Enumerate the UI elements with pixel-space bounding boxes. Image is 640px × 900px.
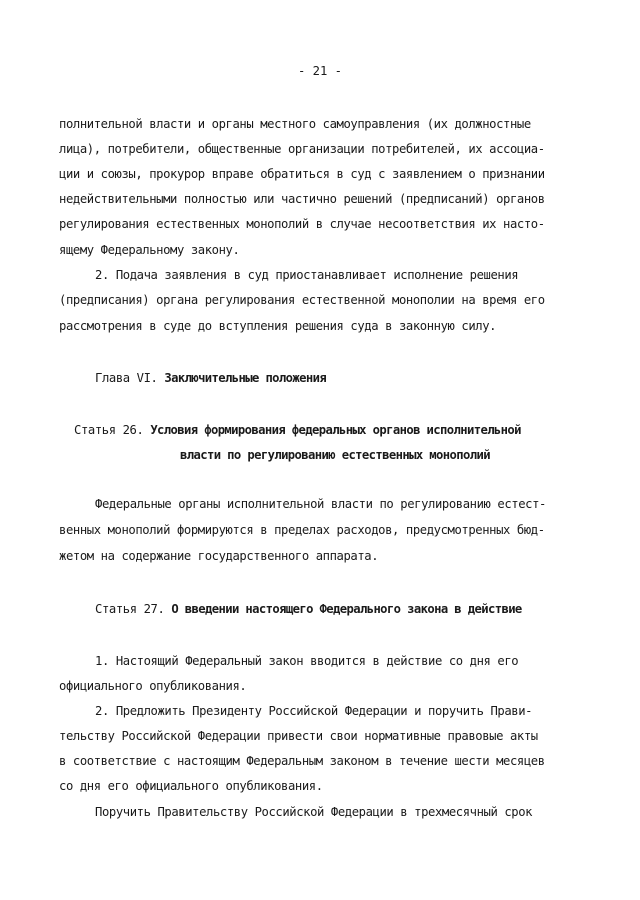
- article-27-title: О введении настоящего Федерального закона в действие: [171, 602, 522, 616]
- text-line: 2. Предложить Президенту Российской Федерации и поручить Прави-: [95, 704, 533, 718]
- text-line: рассмотрения в суде до вступления решения суда в законную силу.: [59, 319, 497, 333]
- chapter-prefix: Глава VI.: [95, 371, 158, 385]
- text-line: жетом на содержание государственного аппарата.: [59, 549, 379, 563]
- text-line: 2. Подача заявления в суд приостанавливает исполнение решения: [95, 268, 519, 282]
- article-27-prefix: Статья 27.: [95, 602, 165, 616]
- article-26-title-line1: Условия формирования федеральных органов исполнительной: [150, 423, 521, 437]
- text-line: официального опубликования.: [59, 679, 247, 693]
- text-line: со дня его официального опубликования.: [59, 779, 323, 793]
- article-26-title-line2: власти по регулированию естественных монополий: [180, 448, 490, 462]
- text-line: Поручить Правительству Российской Федерации в трехмесячный срок: [95, 805, 533, 819]
- chapter-title: Заключительные положения: [164, 371, 327, 385]
- text-line: ции и союзы, прокурор вправе обратиться в суд с заявлением о признании: [59, 167, 545, 181]
- text-line: венных монополий формируются в пределах расходов, предусмотренных бюд-: [59, 523, 545, 537]
- text-line: 1. Настоящий Федеральный закон вводится в действие со дня его: [95, 654, 519, 668]
- text-line: лица), потребители, общественные организации потребителей, их ассоциа-: [59, 142, 545, 156]
- text-line: тельству Российской Федерации привести свои нормативные правовые акты: [59, 729, 538, 743]
- article-27-heading: [95, 601, 625, 617]
- text-line: недействительными полностью или частично решений (предписаний) органов: [59, 192, 545, 206]
- text-line: ящему Федеральному закону.: [59, 243, 240, 257]
- text-line: (предписания) органа регулирования естественной монополии на время его: [59, 293, 545, 307]
- article-26-prefix: Статья 26.: [74, 423, 144, 437]
- page-number: - 21 -: [297, 64, 343, 78]
- chapter-heading: [95, 370, 625, 386]
- text-line: полнительной власти и органы местного самоуправления (их должностные: [59, 117, 531, 131]
- text-line: в соответствие с настоящим Федеральным законом в течение шести месяцев: [59, 754, 545, 768]
- text-line: Федеральные органы исполнительной власти по регулированию естест-: [95, 497, 546, 511]
- article-26-heading: [74, 422, 604, 438]
- text-line: регулирования естественных монополий в случае несоответствия их насто-: [59, 217, 545, 231]
